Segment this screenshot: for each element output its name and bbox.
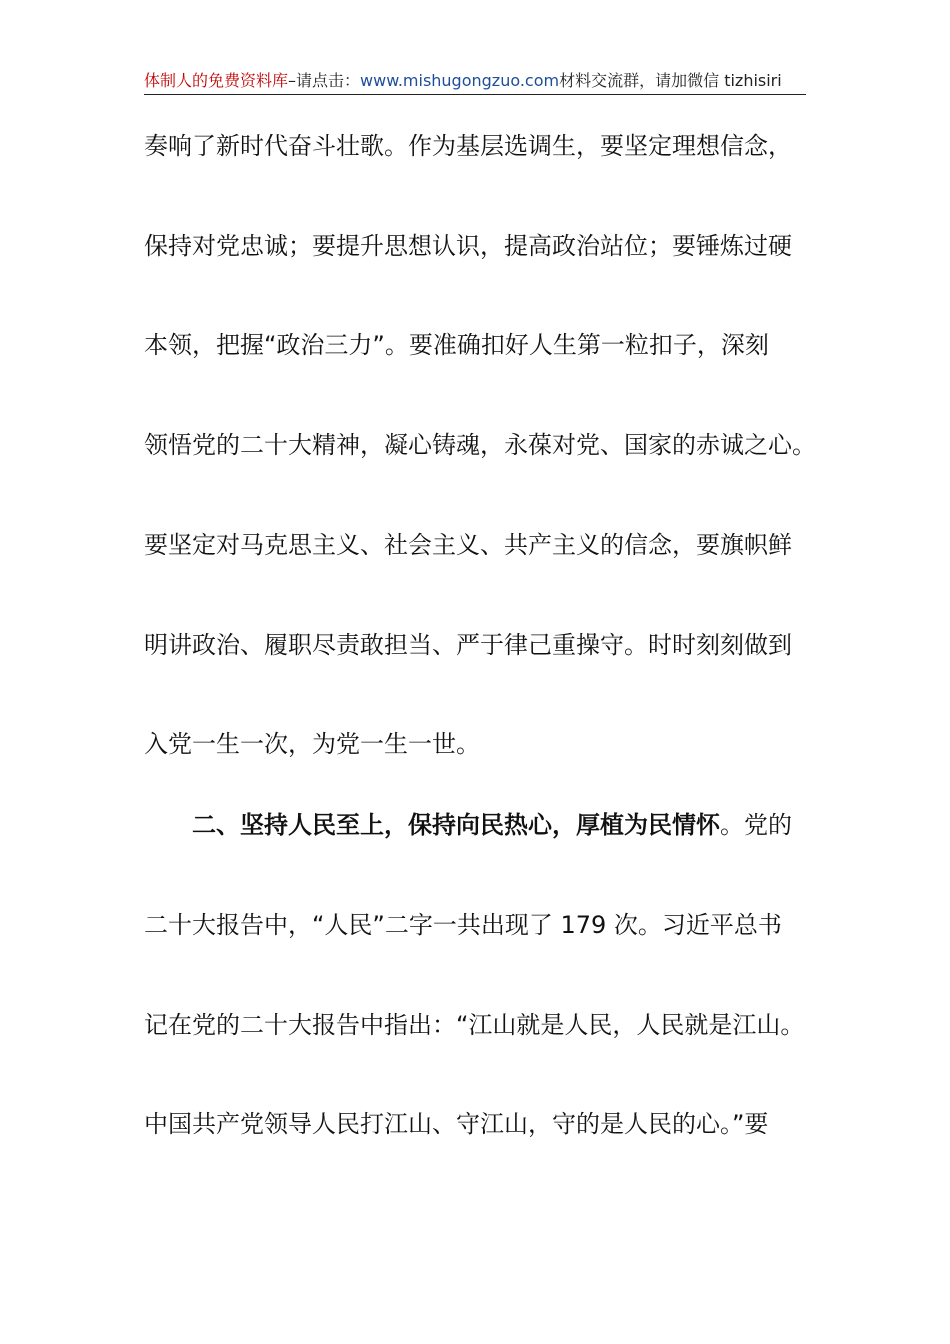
paragraph-line-6: 明讲政治、履职尽责敢担当、严于律己重操守。时时刻刻做到 [144,631,792,659]
header-tail: 材料交流群，请加微信 tizhisiri [559,71,782,90]
paragraph-line-8: 二十大报告中，“人民”二字一共出现了 179 次。习近平总书 [144,911,782,939]
paragraph-line-1: 奏响了新时代奋斗壮歌。作为基层选调生，要坚定理想信念， [144,132,792,160]
header-link[interactable]: www.mishugongzuo.com [360,71,560,90]
paragraph-line-2: 保持对党忠诚；要提升思想认识，提高政治站位；要锤炼过硬 [144,232,792,260]
header-brand: 体制人的免费资料库 [144,71,289,90]
paragraph-line-7: 入党一生一次，为党一生一世。 [144,730,480,758]
paragraph-line-10: 中国共产党领导人民打江山、守江山，守的是人民的心。”要 [144,1110,769,1138]
section-heading-tail: 。党的 [720,811,792,839]
section-heading-line [192,810,792,840]
header-prompt: –请点击： [288,71,361,90]
section-heading: 二、坚持人民至上，保持向民热心，厚植为民情怀 [192,811,720,839]
paragraph-line-4: 领悟党的二十大精神，凝心铸魂，永葆对党、国家的赤诚之心。 [144,431,816,459]
paragraph-line-3: 本领，把握“政治三力”。要准确扣好人生第一粒扣子，深刻 [144,331,769,359]
paragraph-line-9: 记在党的二十大报告中指出：“江山就是人民，人民就是江山。 [144,1011,805,1039]
paragraph-line-5: 要坚定对马克思主义、社会主义、共产主义的信念，要旗帜鲜 [144,531,792,559]
page-header [144,70,806,95]
